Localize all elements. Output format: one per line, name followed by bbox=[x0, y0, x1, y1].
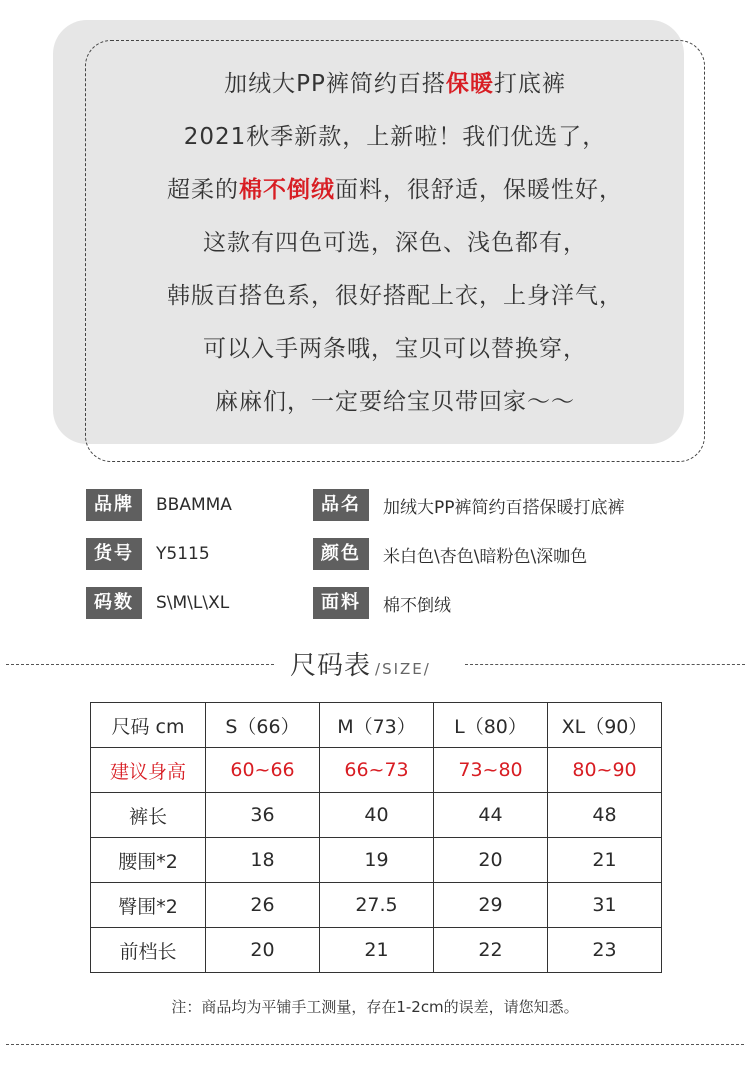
table-cell: 60~66 bbox=[206, 748, 320, 793]
spec-color-label: 颜色 bbox=[313, 538, 369, 570]
spec-color bbox=[313, 538, 587, 570]
spec-item-no-value: Y5115 bbox=[156, 544, 210, 564]
spec-brand-value: BBAMMA bbox=[156, 495, 232, 515]
table-row-hip bbox=[91, 883, 662, 928]
spec-fabric bbox=[313, 587, 451, 619]
size-chart-table bbox=[90, 702, 662, 973]
table-cell: 20 bbox=[206, 928, 320, 973]
table-header-cell: M（73） bbox=[320, 703, 434, 748]
intro-line-4: 这款有四色可选，深色、浅色都有， bbox=[203, 230, 587, 256]
table-row-front-rise bbox=[91, 928, 662, 973]
intro-text bbox=[85, 58, 705, 429]
spec-color-value: 米白色\杏色\暗粉色\深咖色 bbox=[383, 546, 588, 567]
table-cell: 31 bbox=[548, 883, 662, 928]
table-cell: 20 bbox=[434, 838, 548, 883]
table-header-cell: XL（90） bbox=[548, 703, 662, 748]
table-cell: 腰围*2 bbox=[91, 838, 206, 883]
table-cell: 26 bbox=[206, 883, 320, 928]
table-header-cell: S（66） bbox=[206, 703, 320, 748]
spec-name-label: 品名 bbox=[313, 489, 369, 521]
spec-brand-label: 品牌 bbox=[86, 489, 142, 521]
table-row-length bbox=[91, 793, 662, 838]
table-cell: 21 bbox=[320, 928, 434, 973]
intro-line-2: 2021秋季新款，上新啦！我们优选了， bbox=[183, 124, 607, 150]
table-cell: 21 bbox=[548, 838, 662, 883]
spec-name bbox=[313, 489, 625, 521]
intro-line-6: 可以入手两条哦，宝贝可以替换穿， bbox=[203, 336, 587, 362]
spec-item-no bbox=[86, 538, 210, 570]
table-row-height bbox=[91, 748, 662, 793]
table-header-cell: 尺码 cm bbox=[91, 703, 206, 748]
table-cell: 建议身高 bbox=[91, 748, 206, 793]
size-chart-title-zh: 尺码表 bbox=[290, 651, 372, 681]
table-cell: 19 bbox=[320, 838, 434, 883]
table-cell: 23 bbox=[548, 928, 662, 973]
table-header-cell: L（80） bbox=[434, 703, 548, 748]
table-cell: 臀围*2 bbox=[91, 883, 206, 928]
intro-line-3: 超柔的棉不倒绒面料，很舒适，保暖性好， bbox=[167, 177, 623, 203]
intro-line-5: 韩版百搭色系，很好搭配上衣，上身洋气， bbox=[167, 283, 623, 309]
table-cell: 裤长 bbox=[91, 793, 206, 838]
spec-name-value: 加绒大PP裤简约百搭保暖打底裤 bbox=[383, 497, 625, 518]
measurement-note: 注：商品均为平铺手工测量，存在1-2cm的误差，请您知悉。 bbox=[171, 998, 579, 1016]
table-cell: 前档长 bbox=[91, 928, 206, 973]
table-cell: 73~80 bbox=[434, 748, 548, 793]
table-cell: 18 bbox=[206, 838, 320, 883]
table-header-row bbox=[91, 703, 662, 748]
table-cell: 48 bbox=[548, 793, 662, 838]
table-cell: 44 bbox=[434, 793, 548, 838]
spec-fabric-value: 棉不倒绒 bbox=[383, 595, 451, 616]
intro-line-1: 加绒大PP裤简约百搭保暖打底裤 bbox=[224, 71, 566, 97]
table-cell: 29 bbox=[434, 883, 548, 928]
size-chart-title bbox=[290, 645, 431, 682]
table-cell: 66~73 bbox=[320, 748, 434, 793]
section-divider-left bbox=[6, 664, 274, 665]
table-cell: 40 bbox=[320, 793, 434, 838]
section-divider-right bbox=[465, 664, 745, 665]
size-chart-title-en: /SIZE/ bbox=[375, 660, 431, 678]
spec-sizes bbox=[86, 587, 229, 619]
table-cell: 22 bbox=[434, 928, 548, 973]
table-row-waist bbox=[91, 838, 662, 883]
table-cell: 27.5 bbox=[320, 883, 434, 928]
spec-brand bbox=[86, 489, 232, 521]
bottom-divider bbox=[6, 1044, 744, 1045]
spec-item-no-label: 货号 bbox=[86, 538, 142, 570]
table-cell: 80~90 bbox=[548, 748, 662, 793]
spec-fabric-label: 面料 bbox=[313, 587, 369, 619]
spec-sizes-value: S\M\L\XL bbox=[156, 593, 230, 613]
spec-sizes-label: 码数 bbox=[86, 587, 142, 619]
table-cell: 36 bbox=[206, 793, 320, 838]
intro-line-7: 麻麻们，一定要给宝贝带回家～～ bbox=[215, 389, 575, 415]
